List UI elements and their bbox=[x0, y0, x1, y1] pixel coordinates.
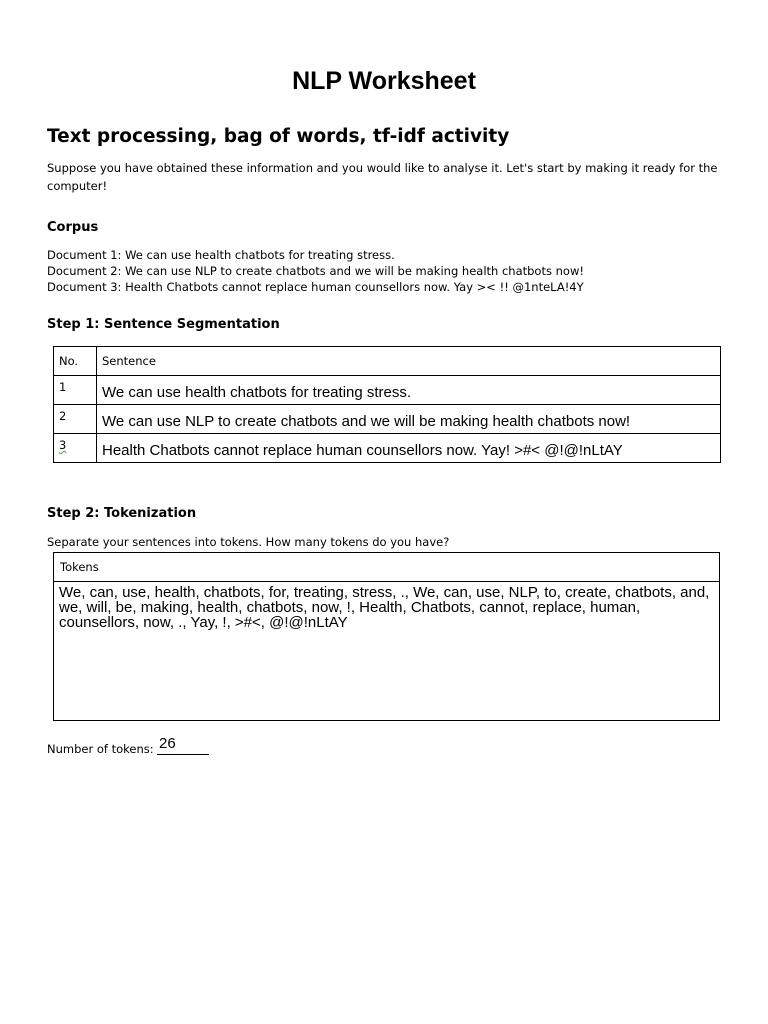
step2-heading: Step 2: Tokenization bbox=[47, 506, 197, 521]
table-row bbox=[54, 376, 721, 405]
segmentation-table bbox=[53, 346, 721, 463]
tokens-input[interactable]: We, can, use, health, chatbots, for, treating, stress, ., We, can, use, NLP, to, create, chatbots, and, we, will, be, making, health, chatbots, now, !, Health, Chatbots, cannot, replace, human, counsellors, now, ., Yay, !, >#<, @!@!nLtAY bbox=[59, 584, 710, 631]
step1-heading: Step 1: Sentence Segmentation bbox=[47, 317, 280, 332]
table-header-row bbox=[54, 347, 721, 376]
token-count-field[interactable]: 26 bbox=[159, 735, 176, 752]
page-title: NLP Worksheet bbox=[292, 67, 476, 95]
intro-paragraph: Suppose you have obtained these information and you would like to analyse it. Let's start by making it ready for the computer! bbox=[47, 161, 718, 193]
table-row bbox=[54, 434, 721, 463]
corpus-document-3: Document 3: Health Chatbots cannot replace human counsellors now. Yay >< !! @1nteLA!4Y bbox=[47, 280, 584, 294]
column-header-sentence: Sentence bbox=[97, 347, 721, 376]
row-number: 3 bbox=[59, 438, 67, 452]
sentence-cell[interactable]: We can use health chatbots for treating stress. bbox=[102, 384, 412, 401]
corpus-document-2: Document 2: We can use NLP to create chatbots and we will be making health chatbots now! bbox=[47, 264, 584, 278]
tokens-box bbox=[53, 552, 720, 721]
table-row bbox=[54, 405, 721, 434]
row-number: 1 bbox=[59, 380, 67, 394]
tokenization-instruction: Separate your sentences into tokens. How many tokens do you have? bbox=[47, 535, 450, 549]
token-count-label: Number of tokens: bbox=[47, 742, 154, 756]
row-number: 2 bbox=[59, 409, 67, 423]
worksheet-subtitle: Text processing, bag of words, tf-idf activity bbox=[47, 126, 510, 147]
column-header-no: No. bbox=[54, 347, 97, 376]
sentence-cell[interactable]: We can use NLP to create chatbots and we will be making health chatbots now! bbox=[102, 413, 631, 430]
corpus-document-1: Document 1: We can use health chatbots for treating stress. bbox=[47, 248, 395, 262]
corpus-heading: Corpus bbox=[47, 220, 99, 235]
tokens-header: Tokens bbox=[54, 553, 719, 582]
sentence-cell[interactable]: Health Chatbots cannot replace human counsellors now. Yay! >#< @!@!nLtAY bbox=[102, 442, 623, 459]
